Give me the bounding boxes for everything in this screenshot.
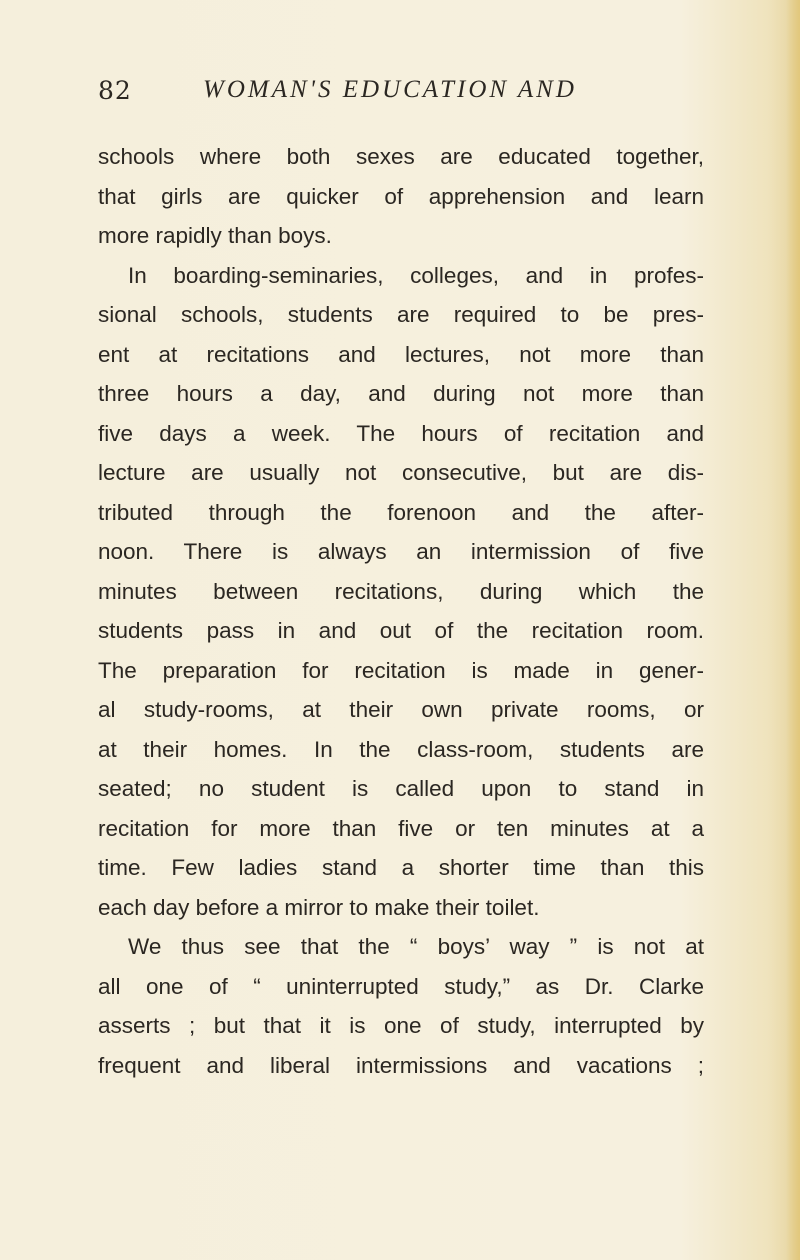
text-line: frequent and liberal intermissions and vacations ; bbox=[98, 1052, 704, 1078]
text-line: all one of “ uninterrupted study,” as Dr. Clarke bbox=[98, 973, 704, 999]
text-line: sional schools, students are required to be pres- bbox=[98, 302, 704, 327]
text-line: minutes between recitations, during which the bbox=[98, 578, 704, 604]
text-line: three hours a day, and during not more than bbox=[98, 381, 704, 406]
text-line: asserts ; but that it is one of study, interrupted by bbox=[98, 1013, 704, 1038]
text-line: noon. There is always an intermission of five bbox=[98, 539, 704, 564]
text-line: each day before a mirror to make their toilet. bbox=[98, 894, 540, 920]
page-edge-shading bbox=[786, 0, 800, 1260]
text-line: In boarding-seminaries, colleges, and in profes- bbox=[128, 262, 704, 288]
text-line: ent at recitations and lectures, not more than bbox=[98, 341, 704, 367]
page-number: 82 bbox=[98, 76, 132, 105]
text-line: students pass in and out of the recitation room. bbox=[98, 618, 704, 643]
text-line: seated; no student is called upon to stand in bbox=[98, 776, 704, 801]
text-line: that girls are quicker of apprehension and learn bbox=[98, 183, 704, 209]
page-header bbox=[98, 76, 718, 116]
text-line: more rapidly than boys. bbox=[98, 223, 332, 248]
body-text bbox=[98, 137, 704, 1085]
text-line: time. Few ladies stand a shorter time than this bbox=[98, 855, 704, 880]
running-title: WOMAN'S EDUCATION AND bbox=[203, 76, 577, 103]
text-line: schools where both sexes are educated together, bbox=[98, 144, 704, 169]
text-line: lecture are usually not consecutive, but are dis- bbox=[98, 460, 704, 485]
text-line: We thus see that the “ boys’ way ” is not at bbox=[128, 934, 704, 959]
text-line: at their homes. In the class-room, students are bbox=[98, 736, 704, 762]
text-line: tributed through the forenoon and the after- bbox=[98, 499, 704, 525]
text-line: al study-rooms, at their own private rooms, or bbox=[98, 697, 704, 722]
text-line: The preparation for recitation is made in gener- bbox=[98, 657, 704, 683]
text-line: five days a week. The hours of recitation and bbox=[98, 420, 704, 446]
text-line: recitation for more than five or ten minutes at a bbox=[98, 815, 704, 841]
